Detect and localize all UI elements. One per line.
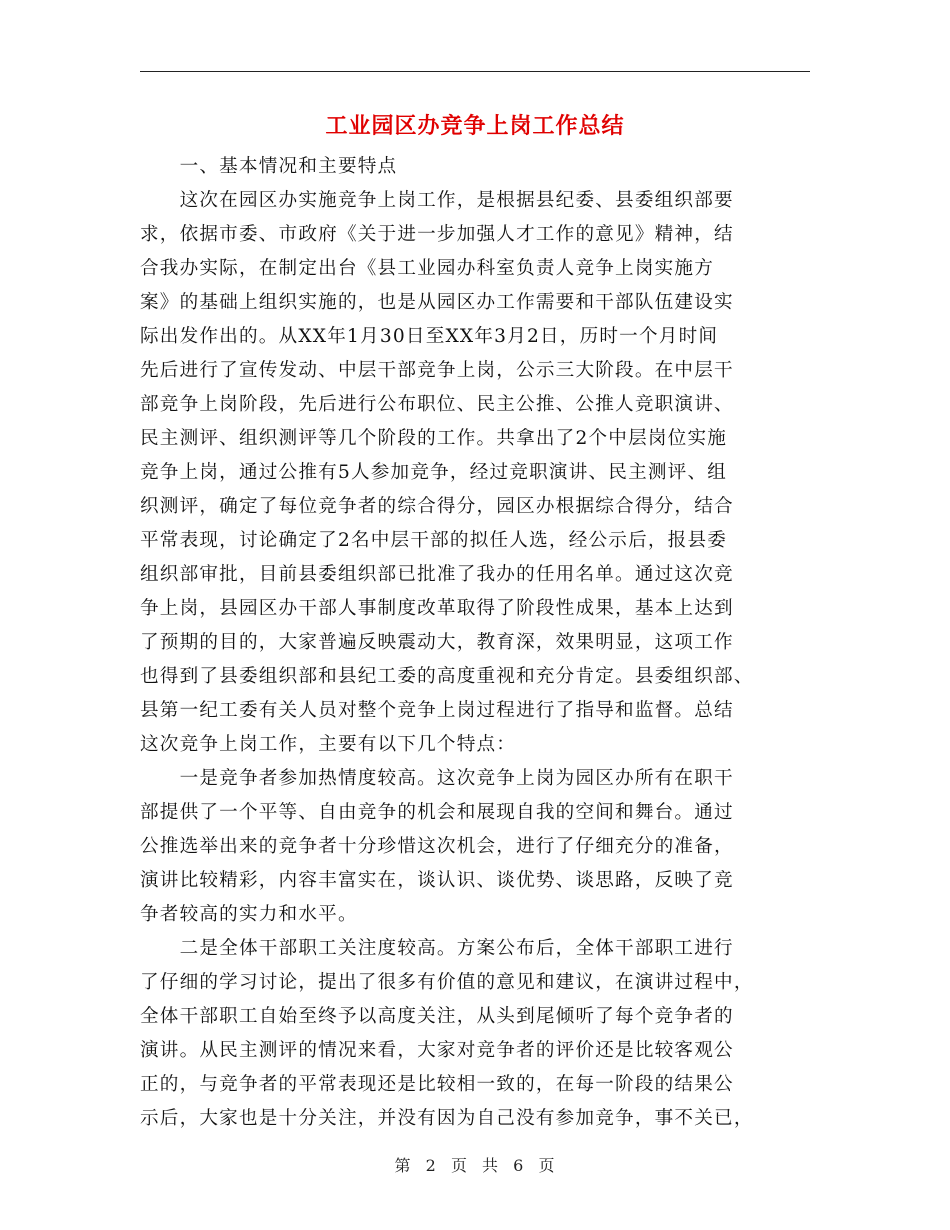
document-title: 工业园区办竞争上岗工作总结 [325,113,625,139]
footer-prefix: 第 [394,1156,412,1175]
footer-total-word: 共 [482,1156,500,1175]
footer-page-word: 页 [450,1156,468,1175]
footer-suffix: 页 [538,1156,556,1175]
page-footer [0,1153,950,1176]
paragraph-overview: 这次在园区办实施竞争上岗工作，是根据县纪委、县委组织部要 求，依据市委、市政府《关于进一步加强人才工作的意见》精神，结 合我办实际，在制定出台《县工业园办科室负责人竞争上岗实施方 案》的基础上组织实施的，也是从园区办工作需要和干部队伍建设实 际出发作出的。从XX年1月30日至XX年3月2日，历时一个月时间 先后进行了宣传发动、中层干部竞争上岗，公示三大阶段。在中层干 部竞争上岗阶段，先后进行公布职位、民主公推、公推人竞职演讲、 民主测评、组织测评等几个阶段的工作。共拿出了2个中层岗位实施 竞争上岗，通过公推有5人参加竞争，经过竞职演讲、民主测评、组 织测评，确定了每位竞争者的综合得分，园区办根据综合得分，结合 平常表现，讨论确定了2名中层干部的拟任人选，经公示后，报县委 组织部审批，目前县委组织部已批准了我办的任用名单。通过这次竞 争上岗，县园区办干部人事制度改革取得了阶段性成果，基本上达到 了预期的目的，大家普遍反映震动大，教育深，效果明显，这项工作 也得到了县委组织部和县纪工委的高度重视和充分肯定。县委组织部、 县第一纪工委有关人员对整个竞争上岗过程进行了指导和监督。总结 这次竞争上岗工作，主要有以下几个特点： [140,190,754,755]
total-pages-number: 6 [513,1156,525,1175]
paragraph-feature-two: 二是全体干部职工关注度较高。方案公布后，全体干部职工进行 了仔细的学习讨论，提出了很多有价值的意见和建议，在演讲过程中， 全体干部职工自始至终予以高度关注，从头到尾倾听了每个竞争者的 演讲。从民主测评的情况来看，大家对竞争者的评价还是比较客观公 正的，与竞争者的平常表现还是比较相一致的，在每一阶段的结果公 示后，大家也是十分关注，并没有因为自己没有参加竞争，事不关已， [140,938,754,1129]
paragraph-feature-one: 一是竞争者参加热情度较高。这次竞争上岗为园区办所有在职干 部提供了一个平等、自由竞争的机会和展现自我的空间和舞台。通过 公推选举出来的竞争者十分珍惜这次机会，进行了仔细充分的准备， 演讲比较精彩，内容丰富实在，谈认识、谈优势、谈思路，反映了竞 争者较高的实力和水平。 [140,768,734,925]
current-page-number: 2 [425,1156,437,1175]
section-heading: 一、基本情况和主要特点 [140,156,398,177]
document-body [140,150,810,1136]
header-rule [140,71,810,72]
